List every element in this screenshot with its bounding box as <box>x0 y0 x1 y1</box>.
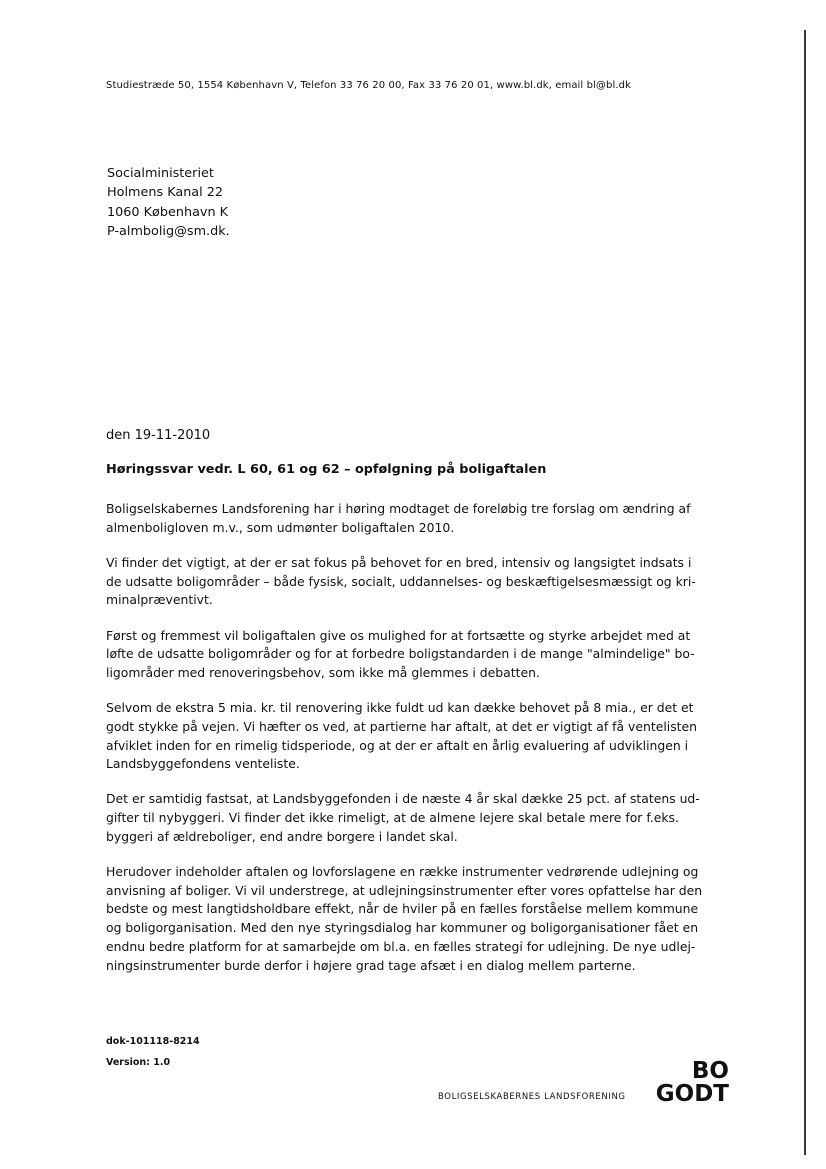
document-version: Version: 1.0 <box>106 1057 171 1068</box>
letter-date: den 19-11-2010 <box>106 428 211 443</box>
paragraph-line: afviklet inden for en rimelig tidsperiode, og at der er aftalt en årlig evaluering af udviklingen i <box>106 737 689 753</box>
body-paragraph <box>106 627 726 683</box>
body-paragraph <box>106 863 726 975</box>
recipient-line: Socialministeriet <box>107 166 214 181</box>
logo-text-godt: GODT <box>655 1081 729 1106</box>
paragraph-line: ligområder med renoveringsbehov, som ikke må glemmes i debatten. <box>106 664 540 680</box>
paragraph-line: bedste og mest langtidsholdbare effekt, når de hviler på en fælles forståelse mellem kommune <box>106 901 699 917</box>
document-id: dok-101118-8214 <box>106 1036 200 1047</box>
recipient-line: Holmens Kanal 22 <box>107 185 224 201</box>
paragraph-line: endnu bedre platform for at samarbejde om bl.a. en fælles strategi for udlejning. De nye udlej- <box>106 938 696 954</box>
paragraph-line: og boligorganisation. Med den nye styringsdialog har kommuner og boligorganisationer fået en <box>106 920 699 936</box>
paragraph-line: Først og fremmest vil boligaftalen give os mulighed for at fortsætte og styrke arbejdet med at <box>106 627 691 643</box>
recipient-email: P-almbolig@sm.dk. <box>107 223 230 239</box>
paragraph-line: løfte de udsatte boligområder og for at forbedre boligstandarden i de mange "almindelige" bo- <box>106 646 695 662</box>
bo-godt-logo <box>632 1056 732 1106</box>
paragraph-line: minalpræventivt. <box>106 592 213 608</box>
footer-organization-name: BOLIGSELSKABERNES LANDSFORENING <box>438 1092 626 1102</box>
recipient-line: 1060 København K <box>107 204 229 220</box>
paragraph-line: byggeri af ældreboliger, end andre borgere i landet skal. <box>106 828 458 844</box>
recipient-address <box>107 164 230 241</box>
paragraph-line: almenboligloven m.v., som udmønter boligaftalen 2010. <box>106 519 455 535</box>
body-paragraph <box>106 500 726 537</box>
page-edge-line <box>804 30 806 1155</box>
body-paragraph <box>106 699 726 774</box>
paragraph-line: ningsinstrumenter burde derfor i højere grad tage afsæt i en dialog mellem parterne. <box>106 957 636 973</box>
paragraph-line: Det er samtidig fastsat, at Landsbyggefonden i de næste 4 år skal dække 25 pct. af statens ud- <box>106 791 700 807</box>
paragraph-line: Landsbyggefondens venteliste. <box>106 756 300 772</box>
paragraph-line: godt stykke på vejen. Vi hæfter os ved, at partierne har aftalt, at det er vigtigt af få ventelisten <box>106 718 697 734</box>
paragraph-line: de udsatte boligområder – både fysisk, socialt, uddannelses- og beskæftigelsesmæssigt og kri- <box>106 573 696 589</box>
paragraph-line: gifter til nybyggeri. Vi finder det ikke rimeligt, at de almene lejere skal betale mere for f.eks. <box>106 810 679 826</box>
letterhead-address: Studiestræde 50, 1554 København V, Telefon 33 76 20 00, Fax 33 76 20 01, www.bl.dk, email bl@bl.dk <box>106 80 631 91</box>
letter-body <box>106 500 726 992</box>
letter-subject: Høringssvar vedr. L 60, 61 og 62 – opfølgning på boligaftalen <box>106 462 547 477</box>
paragraph-line: anvisning af boliger. Vi vil understrege, at udlejningsinstrumenter efter vores opfattelse har den <box>106 882 703 898</box>
paragraph-line: Vi finder det vigtigt, at der er sat fokus på behovet for en bred, intensiv og langsigtet indsats i <box>106 554 692 570</box>
body-paragraph <box>106 790 726 846</box>
paragraph-line: Herudover indeholder aftalen og lovforslagene en række instrumenter vedrørende udlejning og <box>106 864 699 880</box>
paragraph-line: Boligselskabernes Landsforening har i høring modtaget de foreløbig tre forslag om ændring af <box>106 501 691 516</box>
body-paragraph <box>106 554 726 610</box>
logo-text-bo: BO <box>691 1058 729 1084</box>
paragraph-line: Selvom de ekstra 5 mia. kr. til renovering ikke fuldt ud kan dække behovet på 8 mia., er det et <box>106 700 694 716</box>
